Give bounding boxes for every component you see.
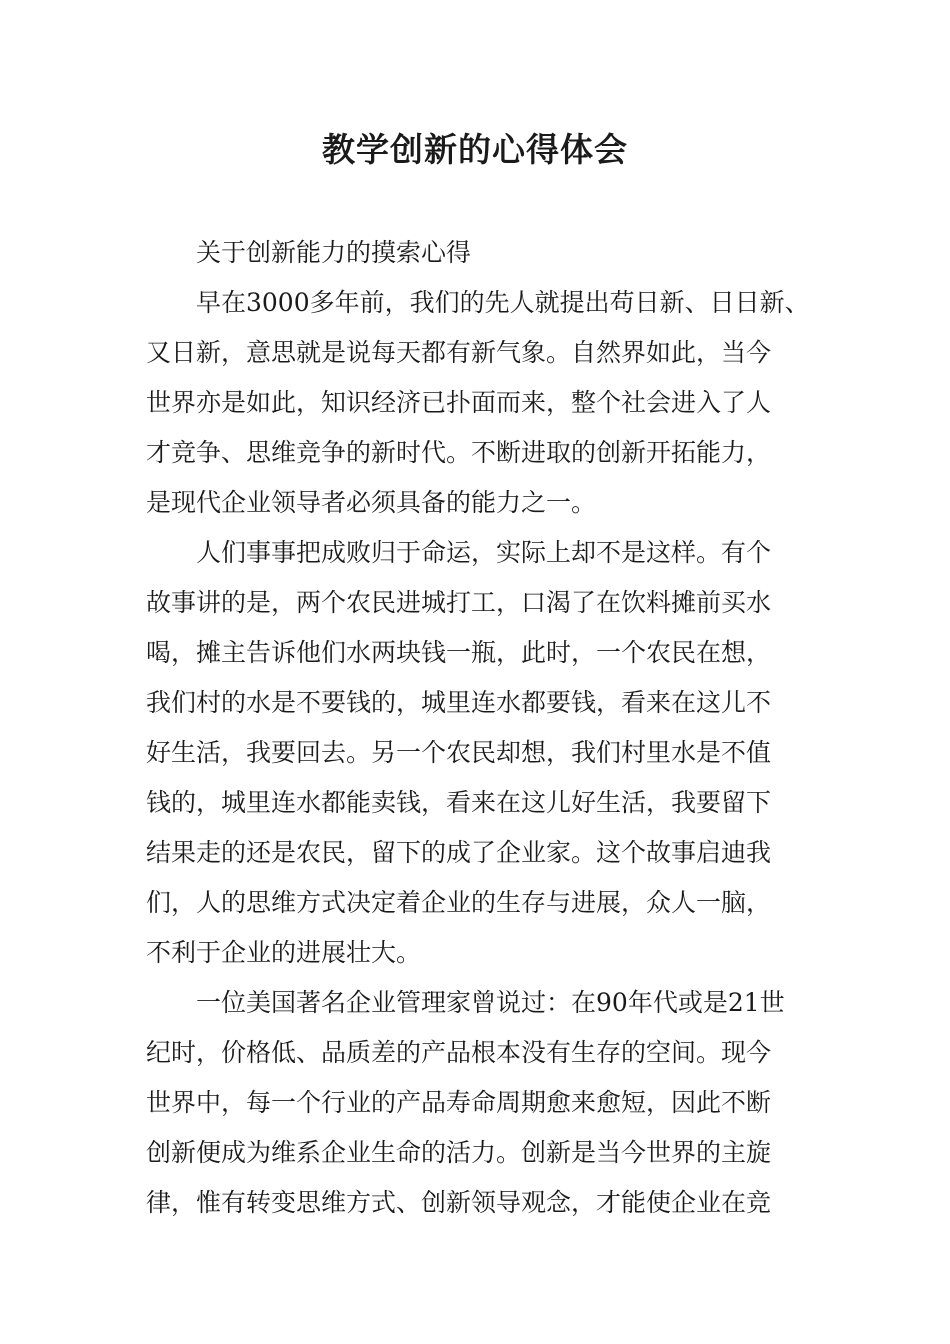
paragraph-line: 结果走的还是农民，留下的成了企业家。这个故事启迪我 [146,838,772,867]
paragraph-line: 关于创新能力的摸索心得 [196,238,472,267]
paragraph-line: 故事讲的是，两个农民进城打工，口渴了在饮料摊前买水 [146,588,772,617]
paragraph-line: 又日新，意思就是说每天都有新气象。自然界如此，当今 [146,338,772,367]
paragraph-line: 律，惟有转变思维方式、创新领导观念，才能使企业在竞 [146,1188,772,1217]
paragraph-line: 才竞争、思维竞争的新时代。不断进取的创新开拓能力， [146,438,772,467]
paragraph-line: 纪时，价格低、品质差的产品根本没有生存的空间。现今 [146,1038,772,1067]
paragraph-line: 不利于企业的进展壮大。 [146,938,422,967]
paragraph-line: 一位美国著名企业管理家曾说过：在90年代或是21世 [196,988,785,1017]
paragraph-line: 喝，摊主告诉他们水两块钱一瓶，此时，一个农民在想， [146,638,772,667]
paragraph-line: 钱的，城里连水都能卖钱，看来在这儿好生活，我要留下 [146,788,772,817]
paragraph-line: 创新便成为维系企业生命的活力。创新是当今世界的主旋 [146,1138,772,1167]
document-body [146,228,826,1228]
document-title: 教学创新的心得体会 [322,130,628,169]
paragraph-line: 世界亦是如此，知识经济已扑面而来，整个社会进入了人 [146,388,772,417]
paragraph-line: 们，人的思维方式决定着企业的生存与进展，众人一脑， [146,888,772,917]
paragraph-line: 是现代企业领导者必须具备的能力之一。 [146,488,597,517]
paragraph-line: 我们村的水是不要钱的，城里连水都要钱，看来在这儿不 [146,688,772,717]
paragraph-line: 人们事事把成败归于命运，实际上却不是这样。有个 [196,538,772,567]
paragraph-line: 好生活，我要回去。另一个农民却想，我们村里水是不值 [146,738,772,767]
paragraph-line: 世界中，每一个行业的产品寿命周期愈来愈短，因此不断 [146,1088,772,1117]
paragraph-line: 早在3000多年前，我们的先人就提出苟日新、日日新、 [196,288,810,317]
